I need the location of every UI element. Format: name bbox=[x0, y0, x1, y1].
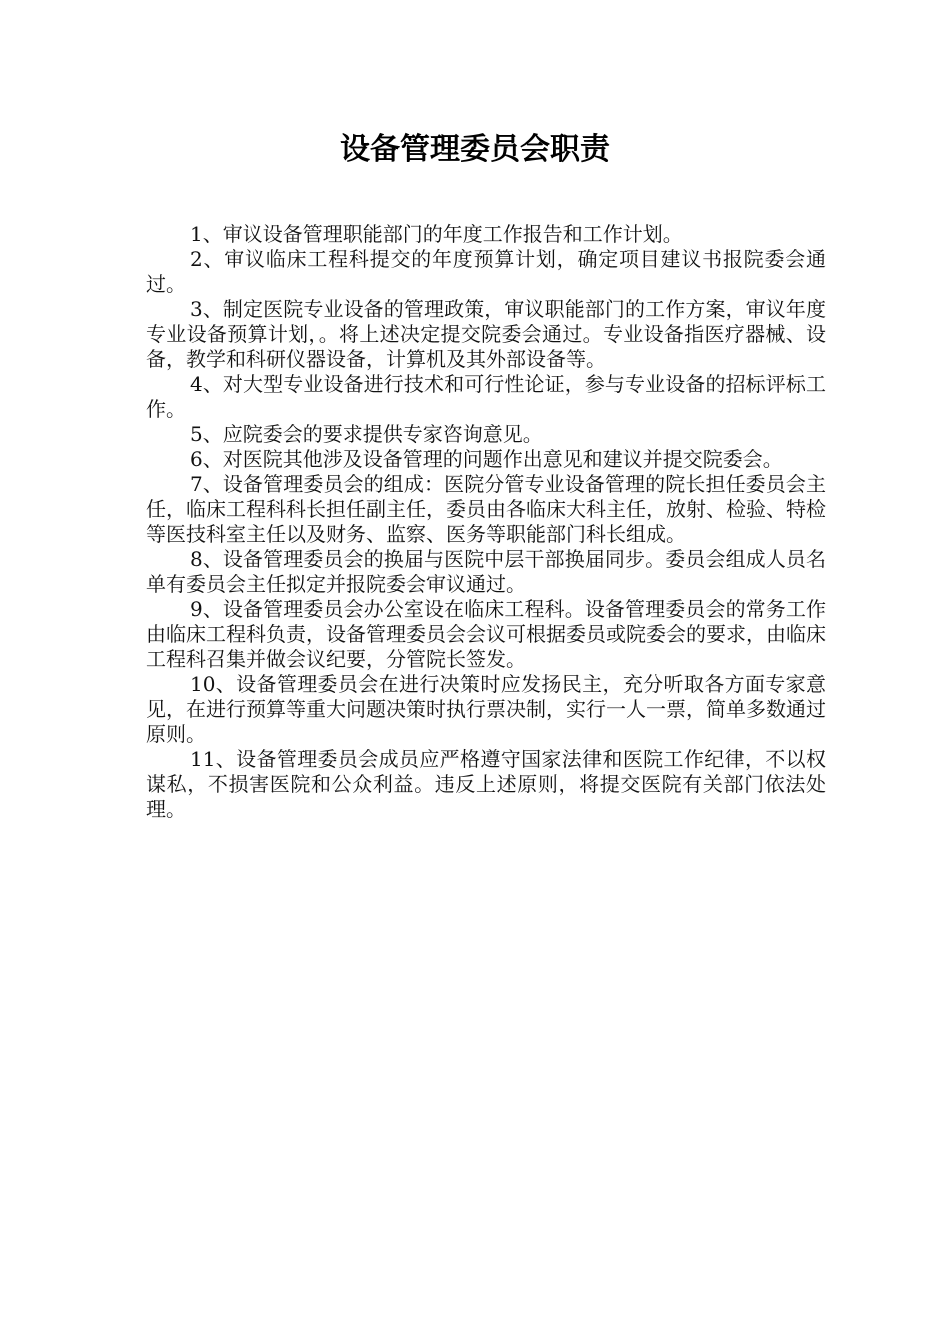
paragraph-9: 9、设备管理委员会办公室设在临床工程科。设备管理委员会的常务工作由临床工程科负责，设备管理委员会会议可根据委员或院委会的要求，由临床工程科召集并做会议纪要，分管院长签发。 bbox=[146, 597, 826, 671]
paragraph-7: 7、设备管理委员会的组成：医院分管专业设备管理的院长担任委员会主任，临床工程科科长担任副主任，委员由各临床大科主任，放射、检验、特检等医技科室主任以及财务、监察、医务等职能部门科长组成。 bbox=[146, 472, 826, 546]
document-title: 设备管理委员会职责 bbox=[340, 132, 610, 167]
paragraph-2: 2、审议临床工程科提交的年度预算计划，确定项目建议书报院委会通过。 bbox=[146, 247, 826, 296]
paragraph-1: 1、审议设备管理职能部门的年度工作报告和工作计划。 bbox=[190, 222, 683, 246]
paragraph-6: 6、对医院其他涉及设备管理的问题作出意见和建议并提交院委会。 bbox=[190, 447, 783, 471]
paragraph-11: 11、设备管理委员会成员应严格遵守国家法律和医院工作纪律，不以权谋私，不损害医院和公众利益。违反上述原则，将提交医院有关部门依法处理。 bbox=[146, 747, 826, 821]
paragraph-4: 4、对大型专业设备进行技术和可行性论证，参与专业设备的招标评标工作。 bbox=[146, 372, 826, 421]
paragraph-3: 3、制定医院专业设备的管理政策，审议职能部门的工作方案，审议年度专业设备预算计划，。将上述决定提交院委会通过。专业设备指医疗器械、设备，教学和科研仪器设备，计算机及其外部设备等。 bbox=[146, 297, 826, 371]
paragraph-5: 5、应院委会的要求提供专家咨询意见。 bbox=[190, 422, 543, 446]
paragraph-10: 10、设备管理委员会在进行决策时应发扬民主，充分听取各方面专家意见，在进行预算等重大问题决策时执行票决制，实行一人一票，简单多数通过原则。 bbox=[146, 672, 826, 746]
paragraph-8: 8、设备管理委员会的换届与医院中层干部换届同步。委员会组成人员名单有委员会主任拟定并报院委会审议通过。 bbox=[146, 547, 826, 596]
document-body bbox=[146, 222, 826, 822]
